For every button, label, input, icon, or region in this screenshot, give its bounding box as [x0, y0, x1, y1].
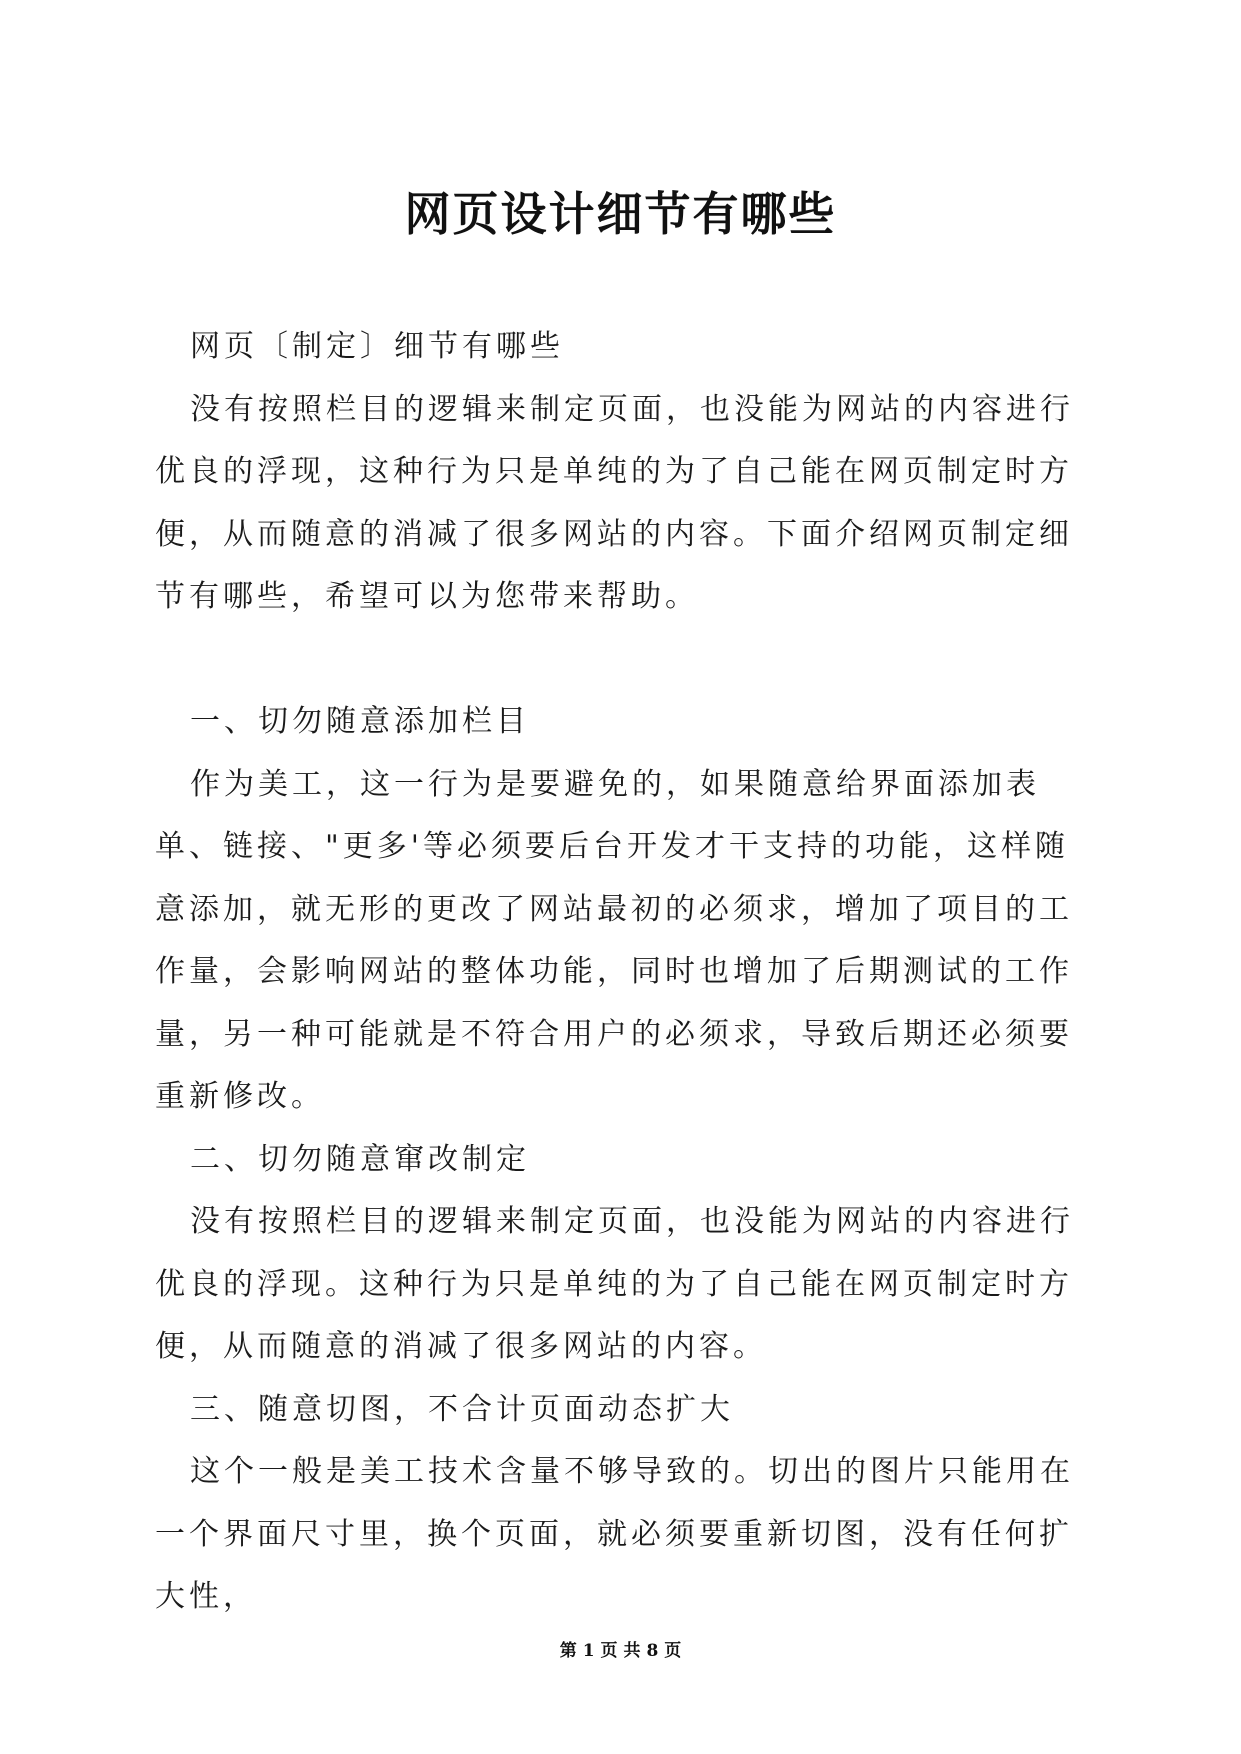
footer-page-middle: 页 共 [600, 1641, 641, 1661]
paragraph-section-2: 没有按照栏目的逻辑来制定页面，也没能为网站的内容进行优良的浮现。这种行为只是单纯的为了自己能在网页制定时方便，从而随意的消减了很多网站的内容。 [155, 1204, 1074, 1364]
section-heading-2: 二、切勿随意窜改制定 [190, 1141, 530, 1177]
footer-page-total: 8 [646, 1641, 659, 1661]
document-title: 网页设计细节有哪些 [404, 187, 837, 241]
paragraph-section-3: 这个一般是美工技术含量不够导致的。切出的图片只能用在一个界面尺寸里，换个页面，就必须要重新切图，没有任何扩大性， [155, 1454, 1074, 1614]
footer-page-prefix: 第 [559, 1641, 577, 1661]
document-body [155, 316, 1090, 1629]
paragraph-intro: 没有按照栏目的逻辑来制定页面，也没能为网站的内容进行优良的浮现，这种行为只是单纯的为了自己能在网页制定时方便，从而随意的消减了很多网站的内容。下面介绍网页制定细节有哪些，希望可以为您带来帮助。 [155, 391, 1074, 614]
page-footer [0, 1636, 1241, 1661]
footer-page-suffix: 页 [664, 1641, 682, 1661]
paragraph-subtitle: 网页〔制定〕细节有哪些 [190, 329, 564, 364]
section-heading-1: 一、切勿随意添加栏目 [190, 704, 530, 739]
section-heading-3: 三、随意切图，不合计页面动态扩大 [190, 1391, 734, 1427]
paragraph-section-1: 作为美工，这一行为是要避免的，如果随意给界面添加表单、链接、"更多'等必须要后台开发才干支持的功能，这样随意添加，就无形的更改了网站最初的必须求，增加了项目的工作量，会影响网站的整体功能，同时也增加了后期测试的工作量，另一种可能就是不符合用户的必须求，导致后期还必须要重新修改。 [155, 766, 1073, 1114]
paragraph-blank [155, 629, 1090, 692]
footer-page-number: 1 [582, 1641, 595, 1661]
